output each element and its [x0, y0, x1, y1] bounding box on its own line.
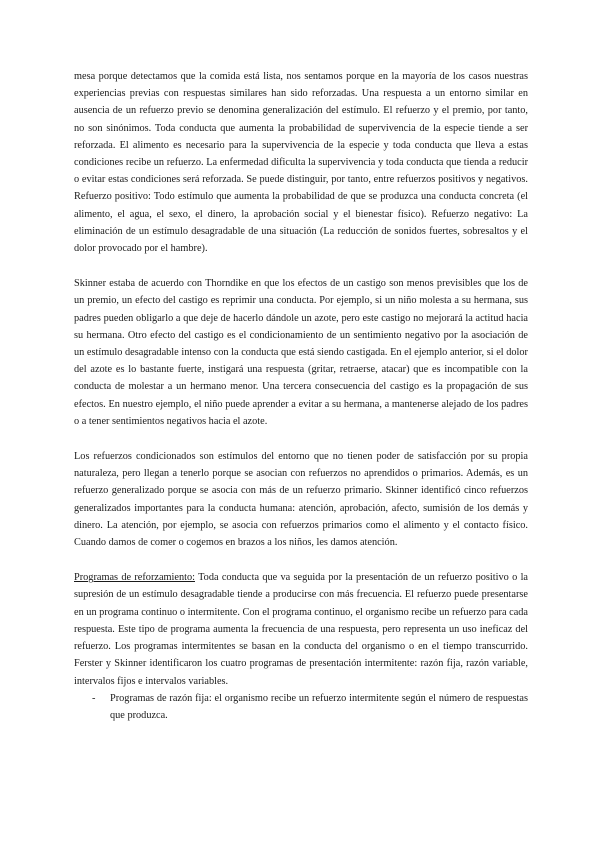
paragraph-conditioned-reinforcers: Los refuerzos condicionados son estímulos del entorno que no tienen poder de satisfacción por su propia naturaleza, pero llegan a tenerlo porque se asocian con refuerzos no aprendidos o primarios. Además, es un refuerzo generalizado porque se asocia con más de un refuerzo primario. Skinner identificó cinco refuerzos generalizados importantes para la conducta humana: atención, aprobación, afecto, sumisión de los demás y dinero. La atención, por ejemplo, se asocia con refuerzos primarios como el alimento y el contacto físico. Cuando damos de comer o cogemos en brazos a los niños, les damos atención. — [74, 451, 528, 549]
programs-list — [74, 690, 528, 724]
paragraph-gap — [74, 257, 528, 275]
paragraph-reinforcement-programs-body: Toda conducta que va seguida por la presentación de un refuerzo positivo o la supresión de un estímulo desagradable tiende a producirse con más frecuencia. El refuerzo puede presentarse en un programa continuo o intermitente. Con el programa continuo, el organismo recibe un refuerzo para cada respuesta. Este tipo de programa aumenta la frecuencia de una respuesta, pero representa un uso ineficaz del refuerzo. Los programas intermitentes se basan en la conducta del organismo o en el tiempo transcurrido. Ferster y Skinner identificaron los cuatro programas de presentación intermitente: razón fija, razón variable, intervalos fijos e intervalos variables. — [74, 572, 528, 687]
paragraph-generalization: mesa porque detectamos que la comida está lista, nos sentamos porque en la mayoría de los casos nuestras experiencias previas con respuestas similares han sido reforzadas. Una respuesta a un entorno similar en ausencia de un refuerzo previo se denomina generalización del estímulo. El refuerzo y el premio, por tanto, no son sinónimos. Toda conducta que aumenta la probabilidad de supervivencia de la especie tiende a ser reforzada. El alimento es necesario para la supervivencia de la especie y toda conducta que lleva a estas condiciones recibe un refuerzo. La enfermedad dificulta la supervivencia y toda conducta que tienda a reducir o evitar estas condiciones será reforzada. Se puede distinguir, por tanto, entre refuerzos positivos y negativos. Refuerzo positivo: Todo estímulo que aumenta la probabilidad de que se produzca una conducta concreta (el alimento, el agua, el sexo, el dinero, la aprobación social y el bienestar físico). Refuerzo negativo: La eliminación de un estímulo desagradable de una situación (La reducción de sonidos fuertes, sobresaltos y el dolor provocado por el hambre). — [74, 71, 528, 255]
paragraph-punishment: Skinner estaba de acuerdo con Thorndike en que los efectos de un castigo son menos previsibles que los de un premio, un efecto del castigo es reprimir una conducta. Por ejemplo, si un niño molesta a su hermana, sus padres pueden obligarlo a que deje de hacerlo dándole un azote, pero este castigo no mejorará la actitud hacia su hermana. Otro efecto del castigo es el condicionamiento de un sentimiento negativo por la asociación de un estímulo desagradable intenso con la conducta que está siendo castigada. En el ejemplo anterior, si el dolor del azote es lo bastante fuerte, instigará una respuesta (gritar, retraerse, atacar) que es incompatible con la conducta de molestar a un hermano menor. Una tercera consecuencia del castigo es la propagación de sus efectos. En nuestro ejemplo, el niño puede aprender a evitar a su hermana, a mantenerse alejado de los padres o a tener sentimientos negativos hacia el azote. — [74, 278, 528, 427]
list-item — [74, 690, 528, 724]
list-item-text: Programas de razón fija: el organismo recibe un refuerzo intermitente según el número de respuestas que produzca. — [110, 692, 528, 721]
dash-bullet-icon: - — [92, 692, 96, 704]
section-heading-reinforcement-programs: Programas de reforzamiento: — [74, 572, 195, 584]
paragraph-gap — [74, 551, 528, 569]
paragraph-gap — [74, 430, 528, 448]
paragraph-reinforcement-programs — [74, 569, 528, 689]
